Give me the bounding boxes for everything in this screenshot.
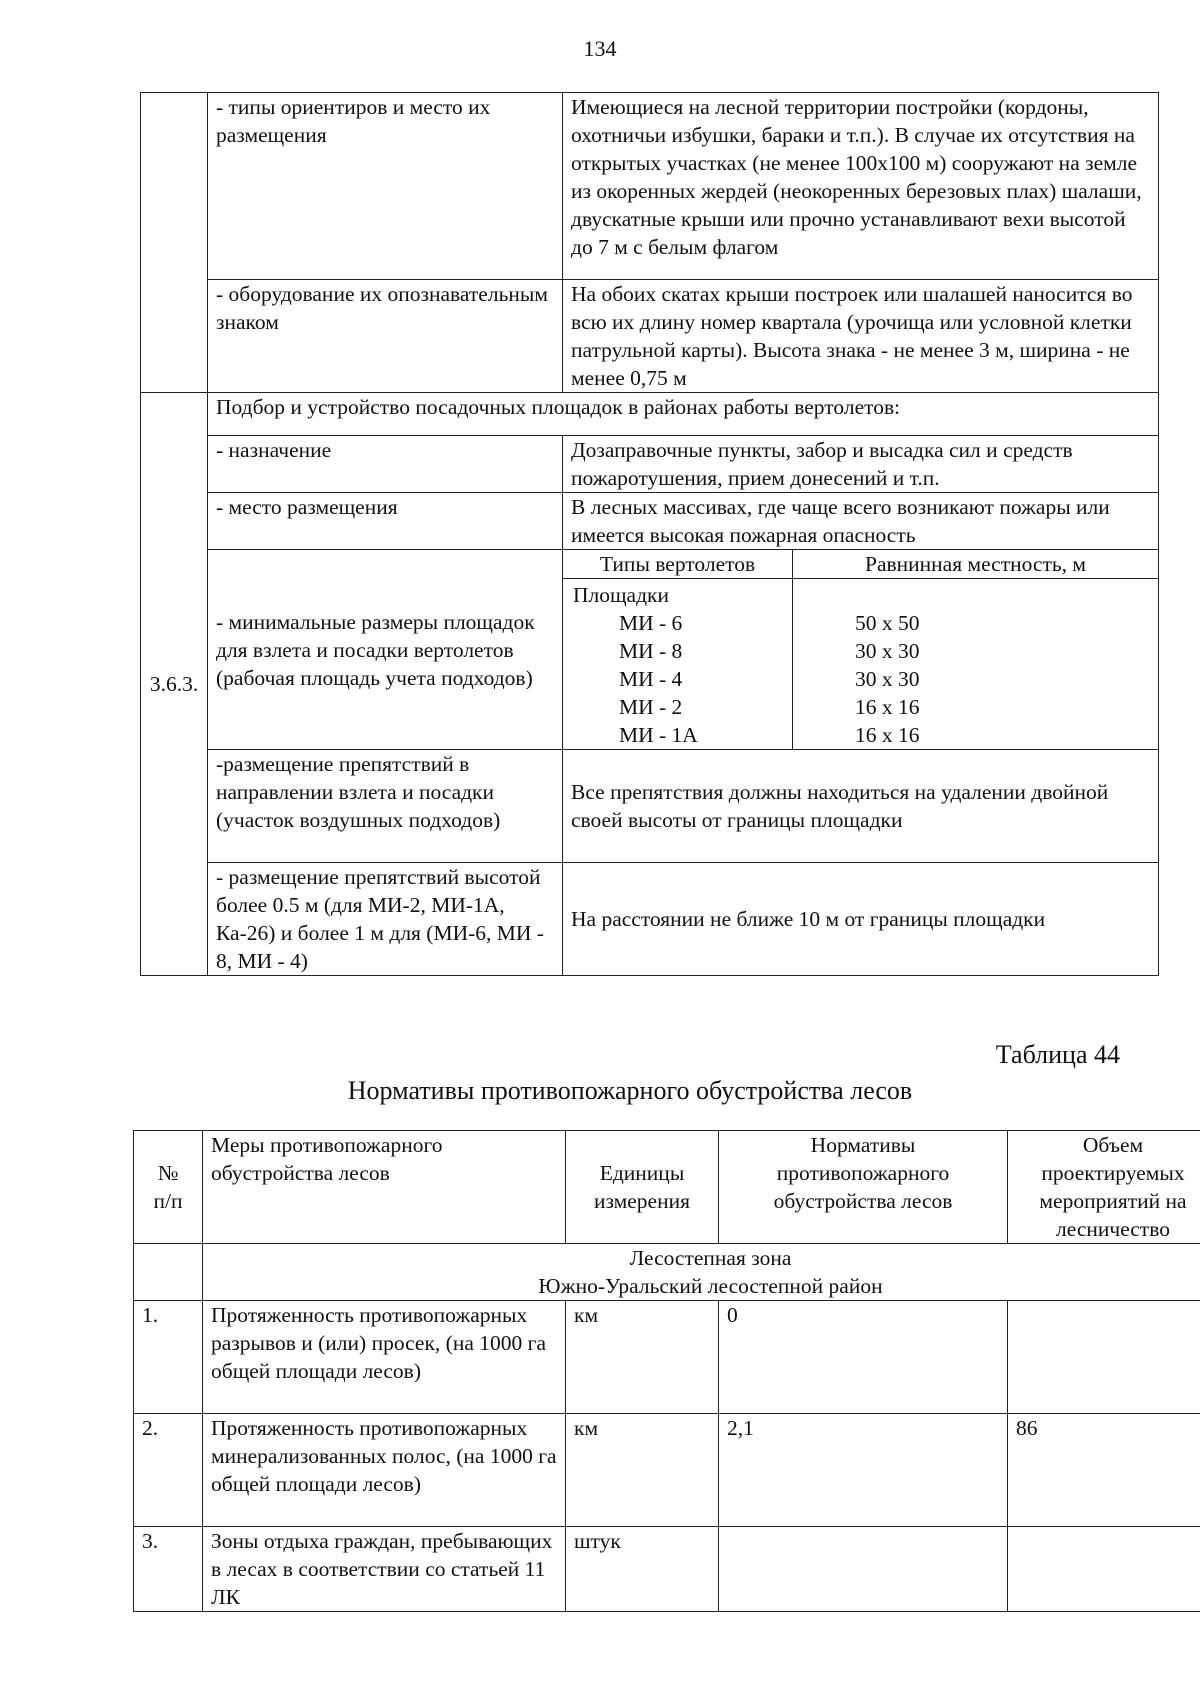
table-row bbox=[134, 1301, 1200, 1414]
value-cell: На расстоянии не ближе 10 м от границы площадки bbox=[563, 863, 1159, 976]
volume-cell bbox=[1008, 1301, 1200, 1414]
header-row bbox=[134, 1131, 1200, 1244]
helipad-size: 50 х 50 bbox=[855, 611, 920, 635]
helicopter-types-header: Типы вертолетов bbox=[563, 550, 793, 579]
zone-row bbox=[134, 1244, 1200, 1301]
param-cell: -размещение препятствий в направлении взлета и посадки (участок воздушных подходов) bbox=[208, 750, 563, 863]
unit-cell: км bbox=[566, 1414, 719, 1527]
section-heading-row bbox=[141, 393, 1159, 436]
row-number: 1. bbox=[134, 1301, 203, 1414]
helicopter-type: МИ - 6 bbox=[619, 611, 683, 635]
helicopter-type: МИ - 1А bbox=[619, 723, 698, 747]
value-cell: Имеющиеся на лесной территории постройки (кордоны, охотничьи избушки, бараки и т.п.). В случае их отсутствия на открытых участках (не менее 100х100 м) сооружают на земле из окоренных жердей (неокоренных березовых плах) шалаши, двускатные крыши или прочно устанавливают вехи высотой до 7 м с белым флагом bbox=[563, 93, 1159, 280]
sizes-cell bbox=[793, 579, 1159, 750]
row-number: 2. bbox=[134, 1414, 203, 1527]
param-cell: - место размещения bbox=[208, 493, 563, 550]
param-cell: - оборудование их опознавательным знаком bbox=[208, 280, 563, 393]
table-row bbox=[141, 93, 1159, 280]
helipad-size: 30 х 30 bbox=[855, 639, 920, 663]
helipad-size: 16 х 16 bbox=[855, 695, 920, 719]
header-norm: Нормативы противопожарного обустройства лесов bbox=[719, 1131, 1008, 1244]
helipad-row bbox=[141, 550, 1159, 750]
header-number: № п/п bbox=[134, 1131, 203, 1244]
value-cell: Дозаправочные пункты, забор и высадка сил и средств пожаротушения, прием донесений и т.п. bbox=[563, 436, 1159, 493]
table-row bbox=[141, 493, 1159, 550]
helicopter-types-cell bbox=[563, 579, 793, 750]
fire-watch-table bbox=[140, 92, 1159, 976]
param-cell: - назначение bbox=[208, 436, 563, 493]
value-cell: В лесных массивах, где чаще всего возникают пожары или имеется высокая пожарная опасность bbox=[563, 493, 1159, 550]
fire-norms-table bbox=[133, 1130, 1200, 1612]
zone-label: Лесостепная зона Южно-Уральский лесостепной район bbox=[203, 1244, 1200, 1301]
value-cell: Все препятствия должны находиться на удалении двойной своей высоты от границы площадки bbox=[563, 750, 1159, 863]
helipad-size: 30 х 30 bbox=[855, 667, 920, 691]
table-title: Нормативы противопожарного обустройства лесов bbox=[347, 1076, 913, 1105]
unit-cell: штук bbox=[566, 1527, 719, 1612]
measure-cell: Протяженность противопожарных минерализованных полос, (на 1000 га общей площади лесов) bbox=[203, 1414, 566, 1527]
table-row bbox=[134, 1414, 1200, 1527]
helipad-size: 16 х 16 bbox=[855, 723, 920, 747]
helicopter-type: МИ - 4 bbox=[619, 667, 683, 691]
plain-terrain-header: Равнинная местность, м bbox=[793, 550, 1159, 579]
volume-cell: 86 bbox=[1008, 1414, 1200, 1527]
zone-number-cell bbox=[134, 1244, 203, 1301]
helicopter-type: МИ - 8 bbox=[619, 639, 683, 663]
table-row bbox=[141, 863, 1159, 976]
group-label: Площадки bbox=[573, 583, 669, 607]
section-number: 3.6.3. bbox=[141, 393, 208, 976]
size-list bbox=[793, 609, 1158, 749]
volume-cell bbox=[1008, 1527, 1200, 1612]
row-number: 3. bbox=[134, 1527, 203, 1612]
param-cell: - типы ориентиров и место их размещения bbox=[208, 93, 563, 280]
page-number: 134 bbox=[583, 36, 617, 61]
measure-cell: Протяженность противопожарных разрывов и (или) просек, (на 1000 га общей площади лесов) bbox=[203, 1301, 566, 1414]
unit-cell: км bbox=[566, 1301, 719, 1414]
helipad-sizes-table bbox=[563, 550, 1158, 749]
table-row bbox=[141, 280, 1159, 393]
row-number-cell bbox=[141, 93, 208, 393]
helicopter-type-list bbox=[573, 609, 792, 749]
table-row bbox=[141, 750, 1159, 863]
header-measure: Меры противопожарного обустройства лесов bbox=[203, 1131, 566, 1244]
table-caption: Таблица 44 bbox=[995, 1040, 1120, 1069]
measure-cell: Зоны отдыха граждан, пребывающих в лесах в соответствии со статьей 11 ЛК bbox=[203, 1527, 566, 1612]
norm-cell: 0 bbox=[719, 1301, 1008, 1414]
section-heading: Подбор и устройство посадочных площадок в районах работы вертолетов: bbox=[208, 393, 1159, 436]
helicopter-type: МИ - 2 bbox=[619, 695, 683, 719]
header-volume: Объем проектируемых мероприятий на лесничество bbox=[1008, 1131, 1200, 1244]
table-row bbox=[141, 436, 1159, 493]
param-cell: - размещение препятствий высотой более 0.5 м (для МИ-2, МИ-1А, Ка-26) и более 1 м для (МИ-6, МИ - 8, МИ - 4) bbox=[208, 863, 563, 976]
table-row bbox=[134, 1527, 1200, 1612]
norm-cell bbox=[719, 1527, 1008, 1612]
value-cell: На обоих скатах крыши построек или шалашей наносится во всю их длину номер квартала (урочища или условной клетки патрульной карты). Высота знака - не менее 3 м, ширина - не менее 0,75 м bbox=[563, 280, 1159, 393]
header-unit: Единицы измерения bbox=[566, 1131, 719, 1244]
param-cell: - минимальные размеры площадок для взлета и посадки вертолетов (рабочая площадь учета подходов) bbox=[208, 550, 563, 750]
norm-cell: 2,1 bbox=[719, 1414, 1008, 1527]
helipad-sizes-cell bbox=[563, 550, 1159, 750]
